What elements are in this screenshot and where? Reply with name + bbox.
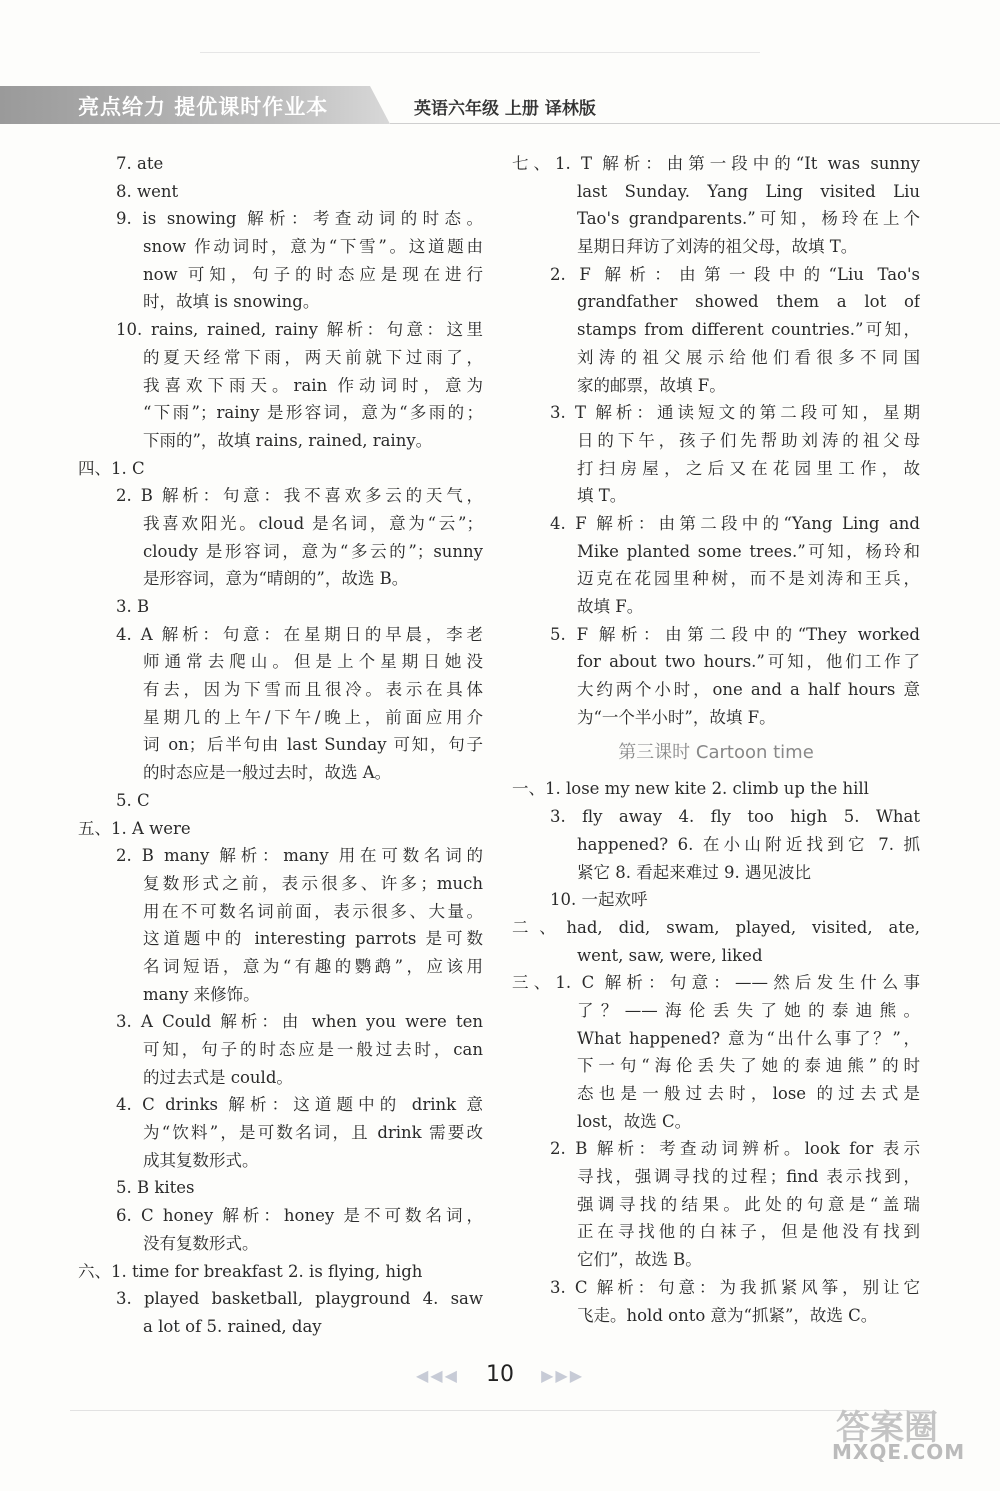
- answer-line: 2. B many 解析：many 用在可数名词的: [116, 846, 483, 866]
- answer-line: 复数形式之前，表示很多、许多；much: [143, 873, 483, 893]
- answer-line: 3. T 解析：通读短文的第二段可知，星期: [550, 403, 920, 423]
- answer-line: 可知，句子的时态应是一般过去时，can: [143, 1040, 483, 1059]
- answer-line: 2. B 解析：句意：我不喜欢多云的天气，: [116, 486, 483, 506]
- answer-line: 名词短语，意为“有趣的鹦鹉”，应该用: [143, 956, 483, 976]
- prev-arrows-icon: ◀◀◀: [415, 1366, 459, 1385]
- answer-line: 星期几的上午/下午/晚上，前面应用介: [143, 707, 483, 727]
- answer-line: Mike planted some trees.”可知，杨玲和: [577, 541, 920, 561]
- answer-line: 正在寻找他的白袜子，但是他没有找到: [577, 1222, 920, 1242]
- answer-line: 紧它 8. 看起来难过 9. 遇见波比: [577, 862, 811, 882]
- answer-line: 我喜欢下雨天。rain 作动词时，意为: [143, 375, 483, 395]
- answer-line: 7. ate: [116, 154, 164, 173]
- answer-line: 4. F 解析：由第二段中的“Yang Ling and: [550, 513, 920, 533]
- answer-line: 家的邮票，故填 F。: [577, 375, 726, 395]
- answer-line: 10. rains, rained, rainy 解析：句意：这里: [116, 320, 483, 340]
- answer-line: 日的下午，孩子们先帮助刘涛的祖父母: [577, 430, 920, 450]
- page-footer: [0, 1362, 1000, 1387]
- page-header: [0, 86, 1000, 124]
- lesson-title: 第三课时 Cartoon time: [618, 742, 814, 764]
- answer-line: 3. C 解析：句意：为我抓紧风筝，别让它: [550, 1277, 920, 1297]
- answer-line: 大约两个小时，one and a half hours 意: [577, 680, 920, 700]
- left-column: [78, 150, 483, 1341]
- answer-line: a lot of 5. rained, day: [143, 1316, 322, 1336]
- answer-line: 成其复数形式。: [143, 1150, 259, 1170]
- answer-line: cloudy 是形容词，意为“多云的”；sunny: [143, 541, 483, 561]
- answer-line: 2. F 解析：由第一段中的“Liu Tao's: [550, 264, 920, 284]
- answer-line: 5. B kites: [116, 1178, 195, 1198]
- answer-line: 8. went: [116, 181, 179, 201]
- top-rule: [200, 52, 760, 53]
- watermark-url: MXQE.COM: [832, 1440, 966, 1464]
- answer-line: 3. played basketball, playground 4. saw: [116, 1289, 483, 1309]
- answer-line: 词 on；后半句由 last Sunday 可知，句子: [143, 735, 483, 755]
- answer-line: went, saw, were, liked: [577, 945, 763, 965]
- answer-line: 有去，因为下雪而且很冷。表示在具体: [143, 680, 483, 700]
- answer-line: 的过去式是 could。: [143, 1067, 293, 1087]
- answer-line: many 来修饰。: [143, 984, 260, 1004]
- book-title: 亮点给力 提优课时作业本: [78, 95, 329, 119]
- answer-line: 3. fly away 4. fly too high 5. What: [550, 807, 920, 827]
- answer-line: 用在不可数名词前面，表示很多、大量。: [143, 901, 483, 921]
- answer-line: 寻找，强调寻找的过程；find 表示找到，: [577, 1167, 920, 1187]
- page-number: 10: [486, 1362, 514, 1387]
- answer-line: 的夏天经常下雨，两天前就下过雨了，: [143, 347, 483, 367]
- answer-line: 五、1. A were: [78, 818, 191, 838]
- answer-line: 5. F 解析：由第二段中的“They worked: [550, 624, 920, 644]
- answer-line: now 可知，句子的时态应是现在进行: [143, 264, 483, 284]
- answer-line: “下雨”；rainy 是形容词，意为“多雨的；: [143, 403, 483, 423]
- bottom-rule: [70, 1410, 930, 1411]
- answer-line: 强调寻找的结果。此处的句意是“盖瑞: [577, 1194, 920, 1214]
- answer-line: What happened? 意为“出什么事了？”，: [577, 1028, 920, 1048]
- answer-line: 填 T。: [577, 486, 627, 506]
- answer-line: 七、1. T 解析：由第一段中的“It was sunny: [512, 154, 920, 173]
- watermark-logo: [828, 1400, 978, 1490]
- answer-line: 态也是一般过去时，lose 的过去式是: [577, 1084, 920, 1103]
- answer-line: 下一句“海伦丢失了她的泰迪熊”的时: [577, 1056, 920, 1076]
- answer-line: 星期日拜访了刘涛的祖父母，故填 T。: [577, 237, 858, 257]
- answer-line: 3. B: [116, 597, 150, 616]
- answer-line: 一、1. lose my new kite 2. climb up the hill: [512, 779, 869, 799]
- answer-line: 2. B 解析：考查动词辨析。look for 表示: [550, 1139, 920, 1159]
- answer-line: last Sunday. Yang Ling visited Liu: [577, 181, 920, 201]
- answer-line: 为“饮料”，是可数名词，且 drink 需要改: [143, 1123, 483, 1143]
- answer-line: 4. C drinks 解析：这道题中的 drink 意: [116, 1095, 483, 1115]
- answer-line: 没有复数形式。: [143, 1233, 259, 1253]
- answer-line: 师通常去爬山。但是上个星期日她没: [143, 652, 483, 672]
- answer-line: 是形容词，意为“晴朗的”，故选 B。: [143, 569, 409, 589]
- right-answers-part-a: [512, 150, 920, 731]
- watermark-title: 答案圈: [836, 1408, 938, 1448]
- right-answers-part-b: [512, 775, 920, 1329]
- answer-line: 我喜欢阳光。cloud 是名词，意为“云”；: [143, 513, 483, 533]
- answer-line: stamps from different countries.”可知，: [577, 320, 920, 340]
- answer-line: 六、1. time for breakfast 2. is flying, high: [78, 1261, 423, 1281]
- answer-line: happened? 6. 在小山附近找到它 7. 抓: [577, 834, 920, 854]
- answer-line: snow 作动词时，意为“下雪”。这道题由: [143, 237, 483, 257]
- answer-line: 二、had, did, swam, played, visited, ate,: [512, 917, 920, 937]
- right-column: [512, 150, 920, 1329]
- answer-line: 故填 F。: [577, 597, 644, 616]
- answer-line: 下雨的”，故填 rains, rained, rainy。: [143, 430, 433, 450]
- answer-line: 刘涛的祖父展示给他们看很多不同国: [577, 347, 920, 367]
- answer-line: 了？——海伦丢失了她的泰迪熊。: [577, 1000, 920, 1020]
- answer-line: 它们”，故选 B。: [577, 1250, 702, 1270]
- answer-line: Tao's grandparents.”可知，杨玲在上个: [577, 209, 920, 229]
- answer-line: 3. A Could 解析：由 when you were ten: [116, 1012, 483, 1032]
- header-rule: [390, 123, 1000, 124]
- answer-line: 飞走。hold onto 意为“抓紧”，故选 C。: [577, 1305, 878, 1325]
- answer-line: 时，故填 is snowing。: [143, 292, 320, 312]
- answer-line: 4. A 解析：句意：在星期日的早晨，李老: [116, 624, 483, 644]
- answer-line: 三、1. C 解析：句意：——然后发生什么事: [512, 973, 920, 993]
- subject-label: 英语六年级 上册 译林版: [414, 99, 596, 119]
- next-arrows-icon: ▶▶▶: [541, 1366, 585, 1385]
- answer-line: 5. C: [116, 790, 150, 810]
- answer-line: for about two hours.”可知，他们工作了: [577, 652, 920, 672]
- answer-line: 这道题中的 interesting parrots 是可数: [143, 929, 483, 949]
- answer-line: 10. 一起欢呼: [550, 890, 648, 910]
- answer-line: 9. is snowing 解析：考查动词的时态。: [116, 209, 483, 229]
- answer-line: grandfather showed them a lot of: [577, 292, 920, 312]
- answer-line: 的时态应是一般过去时，故选 A。: [143, 763, 392, 783]
- answer-line: 6. C honey 解析：honey 是不可数名词，: [116, 1206, 483, 1226]
- answer-line: 为“一个半小时”，故填 F。: [577, 707, 776, 727]
- answer-line: 四、1. C: [78, 458, 145, 478]
- answer-line: 打扫房屋，之后又在花园里工作，故: [577, 458, 920, 478]
- answer-line: lost，故选 C。: [577, 1111, 692, 1131]
- answer-line: 迈克在花园里种树，而不是刘涛和王兵，: [577, 569, 920, 589]
